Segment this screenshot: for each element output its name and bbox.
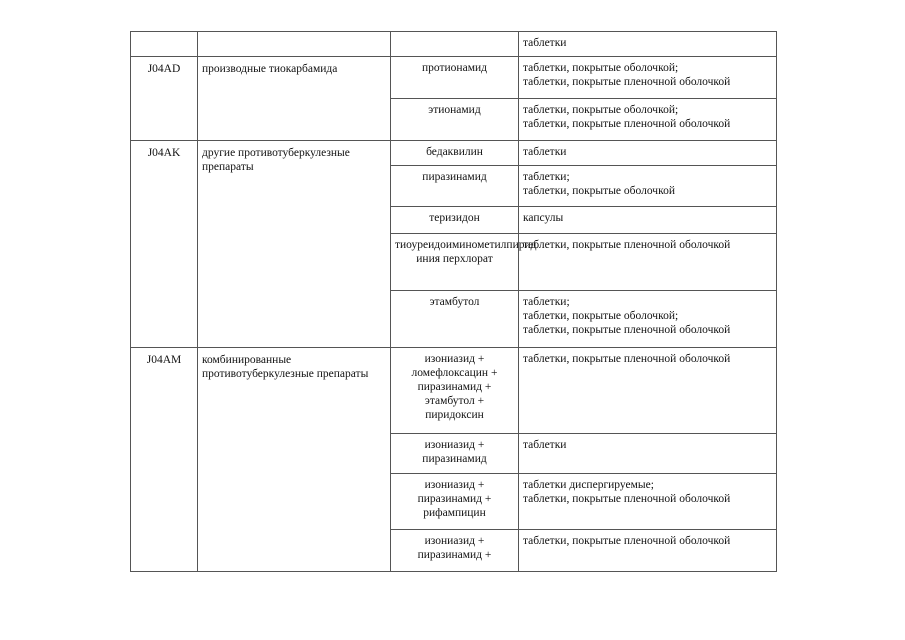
dosage-form-line: таблетки, покрытые пленочной оболочкой bbox=[523, 493, 731, 505]
inn-line: тиоуреидоиминометилпирид иния перхлорат bbox=[395, 239, 537, 265]
dosage-form-line: таблетки, покрытые оболочкой; bbox=[523, 310, 679, 322]
dosage-form-cell bbox=[519, 434, 777, 474]
dosage-form-cell bbox=[519, 32, 777, 57]
dosage-form-line: таблетки; bbox=[523, 171, 570, 183]
inn-line: пиразинамид bbox=[422, 453, 487, 465]
inn-cell bbox=[391, 99, 519, 141]
table-row bbox=[131, 348, 777, 434]
inn-line: пиразинамид + bbox=[417, 549, 492, 561]
inn-line: теризидон bbox=[429, 212, 480, 224]
dosage-form-line: таблетки, покрытые пленочной оболочкой bbox=[523, 239, 731, 251]
inn-line: протионамид bbox=[422, 62, 487, 74]
atc-code-cell: J04AK bbox=[131, 141, 198, 348]
dosage-form-cell bbox=[519, 474, 777, 530]
dosage-form-line: таблетки, покрытые оболочкой; bbox=[523, 104, 679, 116]
inn-cell bbox=[391, 166, 519, 207]
inn-line: пиразинамид + bbox=[417, 381, 492, 393]
inn-line: ломефлоксацин + bbox=[411, 367, 498, 379]
inn-line: бедаквилин bbox=[426, 146, 483, 158]
inn-cell bbox=[391, 474, 519, 530]
dosage-form-line: таблетки диспергируемые; bbox=[523, 479, 654, 491]
inn-line: этамбутол + bbox=[424, 395, 485, 407]
dosage-form-cell bbox=[519, 348, 777, 434]
dosage-form-cell bbox=[519, 141, 777, 166]
atc-code-cell bbox=[131, 32, 198, 57]
dosage-form-cell bbox=[519, 99, 777, 141]
inn-line: пиридоксин bbox=[425, 409, 484, 421]
dosage-form-cell bbox=[519, 530, 777, 572]
inn-cell bbox=[391, 57, 519, 99]
inn-line: пиразинамид + bbox=[417, 493, 492, 505]
table-row bbox=[131, 57, 777, 99]
dosage-form-line: таблетки, покрытые пленочной оболочкой bbox=[523, 76, 731, 88]
inn-line: рифампицин bbox=[423, 507, 486, 519]
inn-cell bbox=[391, 434, 519, 474]
dosage-form-line: таблетки, покрытые пленочной оболочкой bbox=[523, 324, 731, 336]
table-row bbox=[131, 32, 777, 57]
inn-line: изониазид + bbox=[424, 353, 485, 365]
dosage-form-line: таблетки bbox=[523, 37, 567, 49]
drug-group-cell: комбинированные противотуберкулезные препараты bbox=[198, 348, 391, 572]
inn-cell bbox=[391, 32, 519, 57]
atc-code-cell: J04AD bbox=[131, 57, 198, 141]
dosage-form-line: таблетки, покрытые оболочкой bbox=[523, 185, 675, 197]
dosage-form-cell bbox=[519, 291, 777, 348]
dosage-form-cell bbox=[519, 207, 777, 234]
dosage-form-cell bbox=[519, 166, 777, 207]
atc-code-cell: J04AM bbox=[131, 348, 198, 572]
table-row bbox=[131, 141, 777, 166]
dosage-form-line: таблетки; bbox=[523, 296, 570, 308]
inn-line: изониазид + bbox=[424, 479, 485, 491]
dosage-form-line: капсулы bbox=[523, 212, 564, 224]
drug-group-cell bbox=[198, 32, 391, 57]
inn-cell bbox=[391, 234, 537, 291]
inn-line: этионамид bbox=[428, 104, 481, 116]
inn-cell bbox=[391, 141, 519, 166]
dosage-form-cell bbox=[519, 57, 777, 99]
inn-line: пиразинамид bbox=[422, 171, 487, 183]
document-page bbox=[130, 31, 776, 572]
inn-line: изониазид + bbox=[424, 535, 485, 547]
dosage-form-line: таблетки, покрытые пленочной оболочкой bbox=[523, 118, 731, 130]
dosage-form-line: таблетки bbox=[523, 146, 567, 158]
dosage-form-line: таблетки bbox=[523, 439, 567, 451]
inn-cell bbox=[391, 207, 519, 234]
inn-line: этамбутол bbox=[429, 296, 480, 308]
drug-table bbox=[130, 31, 777, 572]
dosage-form-line: таблетки, покрытые пленочной оболочкой bbox=[523, 353, 731, 365]
inn-cell bbox=[391, 291, 519, 348]
drug-group-cell: другие противотуберкулезные препараты bbox=[198, 141, 391, 348]
inn-cell bbox=[391, 348, 519, 434]
drug-group-cell: производные тиокарбамида bbox=[198, 57, 391, 141]
inn-line: изониазид + bbox=[424, 439, 485, 451]
dosage-form-cell bbox=[519, 234, 777, 291]
dosage-form-line: таблетки, покрытые пленочной оболочкой bbox=[523, 535, 731, 547]
inn-cell bbox=[391, 530, 519, 572]
dosage-form-line: таблетки, покрытые оболочкой; bbox=[523, 62, 679, 74]
